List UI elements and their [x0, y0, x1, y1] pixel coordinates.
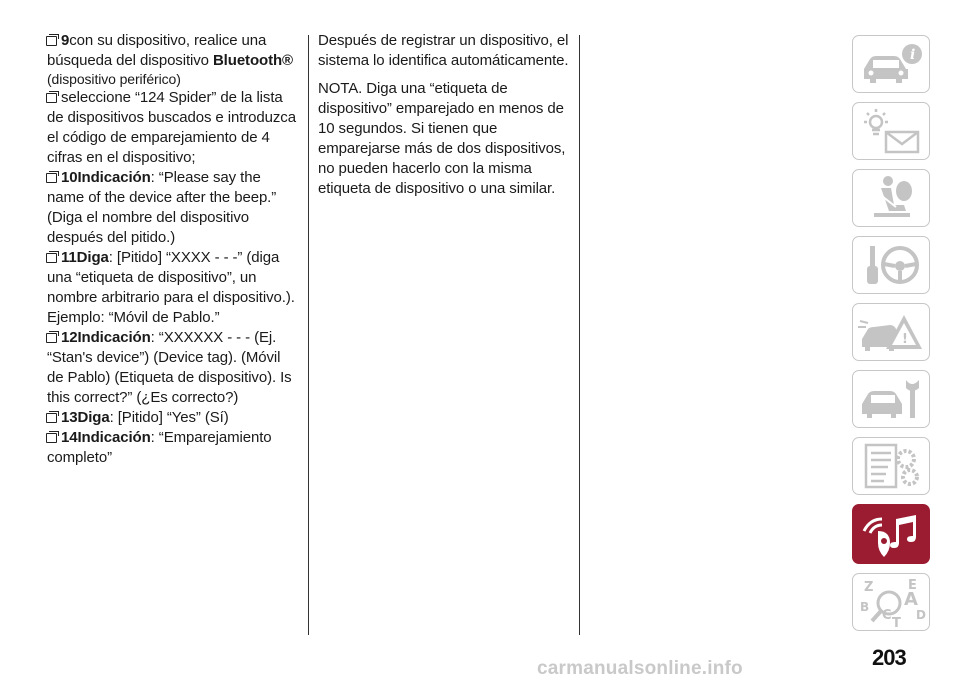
- index-letter: D: [916, 608, 926, 622]
- checkbox-arrow-icon: [46, 433, 57, 443]
- tab-multimedia[interactable]: [852, 504, 930, 564]
- step-11: 11Diga: [Pitido] “XXXX - - -” (diga una “etiqueta de dispositivo”, un nombre arbitrario para el dispositivo.). Ejemplo: “Móvil de Pablo.”: [47, 249, 295, 326]
- step-12: 12Indicación: “XXXXXX - - - (Ej. “Stan's device”) (Device tag). (Móvil de Pablo) (Etiqueta de dispositivo). Is this correct?” (¿Es correcto?): [47, 329, 292, 406]
- svg-text:i: i: [910, 47, 916, 63]
- tab-emergency[interactable]: [852, 303, 930, 361]
- column-divider: [308, 35, 309, 635]
- index-letter: Z: [864, 580, 874, 595]
- checkbox-arrow-icon: [46, 173, 57, 183]
- tab-maintenance[interactable]: [852, 370, 930, 428]
- step-9-line-2: búsqueda del dispositivo Bluetooth®: [47, 52, 293, 69]
- index-letter: E: [908, 578, 917, 593]
- column-divider: [579, 35, 580, 635]
- chapter-sidebar: [852, 35, 932, 640]
- seat-airbag-icon: [856, 173, 926, 223]
- car-info-icon: [856, 39, 926, 89]
- paragraph-note: NOTA. Diga una “etiqueta de dispositivo” emparejado en menos de 10 segundos. Si tienen que emparejarse más de dos dispositivos, no pueden hacerlo con la misma etiqueta de dispositivo o una similar.: [318, 80, 566, 197]
- index-letter: C: [882, 608, 892, 623]
- tab-alphabetical-index[interactable]: [852, 573, 930, 631]
- multimedia-icon: [856, 509, 926, 559]
- step-14: 14Indicación: “Emparejamiento completo”: [47, 429, 272, 466]
- left-column: [47, 31, 299, 468]
- right-column: [318, 31, 570, 207]
- watermark: carmanualsonline.info: [537, 658, 743, 679]
- checkbox-arrow-icon: [46, 36, 57, 46]
- tab-safety[interactable]: [852, 169, 930, 227]
- spec-sheet-gears-icon: [856, 441, 926, 491]
- index-letter: T: [892, 616, 901, 627]
- index-letter: A: [904, 589, 918, 610]
- step-select: seleccione “124 Spider” de la lista de dispositivos buscados e introduzca el código de emparejamiento de 4 cifras en el dispositivo;: [47, 89, 296, 166]
- page-number: 203: [872, 645, 906, 670]
- checkbox-arrow-icon: [46, 93, 57, 103]
- step-9: 9con su dispositivo, realice una: [47, 31, 299, 51]
- key-steering-wheel-icon: [856, 240, 926, 290]
- warning-light-envelope-icon: [856, 106, 926, 156]
- checkbox-arrow-icon: [46, 253, 57, 263]
- checkbox-arrow-icon: [46, 333, 57, 343]
- step-10: 10Indicación: “Please say the name of the device after the beep.” (Diga el nombre del dispositivo después del pitido.): [47, 169, 277, 246]
- car-wrench-icon: [856, 374, 926, 424]
- step-9-line-3: (dispositivo periférico): [47, 71, 181, 87]
- car-crash-warning-icon: [856, 307, 926, 357]
- step-13: 13Diga: [Pitido] “Yes” (Sí): [47, 408, 299, 428]
- tab-technical-data[interactable]: [852, 437, 930, 495]
- alphabet-index-icon: [856, 577, 926, 627]
- index-letter: B: [860, 600, 870, 614]
- tab-starting-driving[interactable]: [852, 236, 930, 294]
- tab-warning-lights[interactable]: [852, 102, 930, 160]
- paragraph-after-register: Después de registrar un dispositivo, el sistema lo identifica automáticamente.: [318, 32, 569, 69]
- tab-car-info[interactable]: [852, 35, 930, 93]
- checkbox-arrow-icon: [46, 413, 57, 423]
- svg-text:!: !: [902, 332, 908, 347]
